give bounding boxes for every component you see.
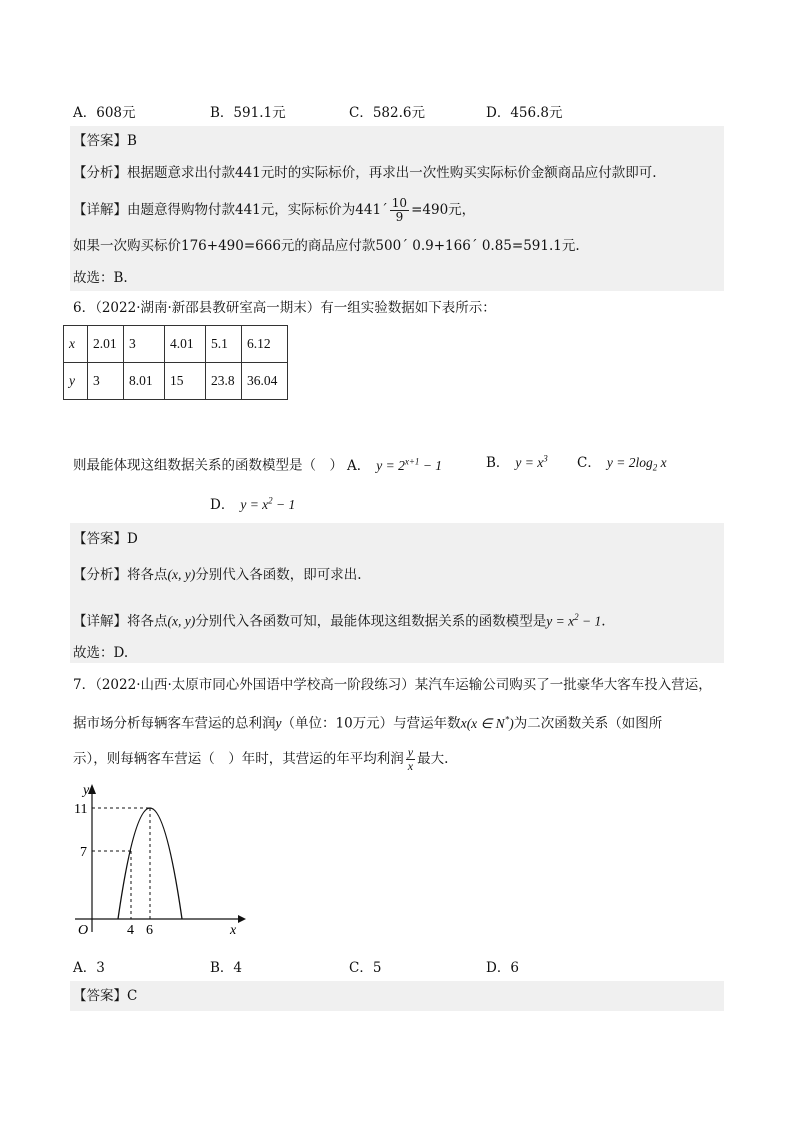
q6-data-table (63, 325, 288, 400)
table-cell: 2.01 (88, 326, 124, 363)
domain-superscript: * (504, 714, 510, 724)
formula-exponent: 3 (543, 453, 548, 464)
table-cell: 3 (88, 363, 124, 400)
detail-text-end: . (601, 613, 606, 630)
q7-option-c: C．5 (349, 960, 382, 976)
formula-exponent: 2 (574, 612, 579, 622)
q7-option-a: A．3 (73, 960, 105, 976)
x-axis-label: x (230, 923, 237, 938)
origin-label: O (78, 923, 89, 938)
fraction-numerator: 10 (391, 196, 408, 210)
formula-tail: − 1 (578, 613, 602, 629)
option-label: C． (577, 455, 601, 471)
analysis-label: 【分析】 (73, 567, 127, 583)
detail-text: 将各点 (127, 613, 168, 630)
table-cell: 4.01 (165, 326, 206, 363)
table-cell: y (64, 363, 88, 400)
detail-text: 由题意得购物付款441元，实际标价为441´ (127, 202, 388, 218)
q6-conclusion: 故选：D. (73, 645, 129, 661)
formula-exponent: x+1 (404, 456, 420, 466)
formula-base: y = x (240, 497, 269, 512)
q7-stem-line1: 7．（2022·山西·太原市同心外国语中学校高一阶段练习）某汽车运输公司购买了一批豪华大客车投入营运， (73, 677, 712, 693)
point-notation: (x, y) (167, 567, 196, 582)
domain-notation (467, 716, 514, 731)
q6-option-a (376, 458, 442, 473)
q6-solution-block (70, 523, 724, 663)
tick-label-11: 11 (74, 802, 88, 817)
detail-label: 【详解】 (73, 613, 127, 630)
detail-text-mid: 分别代入各函数可知，最能体现这组数据关系的函数模型是 (195, 613, 547, 630)
fraction-numerator: y (407, 745, 414, 759)
table-row (64, 326, 288, 363)
table-cell: 8.01 (124, 363, 165, 400)
q5-detail (73, 196, 475, 224)
fraction (390, 197, 409, 224)
stem-text-end: 为二次函数关系（如图所 (513, 715, 663, 732)
domain-close: ) (509, 715, 514, 731)
table-cell: 3 (124, 326, 165, 363)
analysis-text: 将各点 (127, 567, 168, 583)
q6-answer (73, 529, 138, 549)
q5-analysis (73, 163, 657, 183)
stem-text-end: 最大. (417, 751, 449, 767)
q5-detail-line2: 如果一次购买标价176+490=666元的商品应付款500´ 0.9+166´ 0.85=591.1元. (73, 238, 580, 254)
q7-option-b: B．4 (210, 960, 243, 976)
formula-subscript: 2 (652, 462, 658, 473)
stem-text: 据市场分析每辆客车营运的总利润 (73, 715, 276, 732)
fraction (406, 746, 415, 773)
table-cell: 5.1 (206, 326, 242, 363)
analysis-label: 【分析】 (73, 165, 127, 181)
q7-stem-line3 (73, 744, 448, 774)
q5-option-d: D．456.8元 (486, 105, 563, 121)
q5-option-b: B．591.1元 (210, 105, 286, 121)
answer-label: 【答案】 (73, 531, 127, 547)
formula-base: y = 2log (606, 455, 653, 470)
q6-stem: 6．（2022·湖南·新邵县教研室高一期末）有一组实验数据如下表所示： (73, 300, 496, 316)
x-axis-arrow (238, 915, 246, 923)
fraction-denominator: 9 (395, 210, 404, 224)
q5-answer (73, 131, 137, 151)
q7-answer (73, 986, 137, 1006)
q6-option-b (486, 451, 548, 471)
table-row (64, 363, 288, 400)
tick-label-6: 6 (146, 923, 153, 938)
q6-option-d (210, 493, 295, 513)
variable-x: x (460, 715, 467, 731)
q7-stem-line2 (73, 709, 662, 734)
q5-conclusion: 故选：B. (73, 270, 128, 286)
table-cell: 15 (165, 363, 206, 400)
q6-question (73, 451, 442, 476)
formula-tail: x (657, 455, 667, 470)
analysis-text-end: 分别代入各函数，即可求出. (195, 567, 362, 583)
table-cell: 23.8 (206, 363, 242, 400)
q6-option-c (577, 451, 667, 473)
answer-value: D (127, 531, 138, 547)
q5-option-c: C．582.6元 (349, 105, 425, 121)
q5-option-a: A．608元 (73, 105, 136, 121)
detail-text-end: =490元， (411, 202, 476, 218)
option-label: B． (486, 455, 510, 471)
q6-detail (73, 607, 606, 632)
table-cell: x (64, 326, 88, 363)
fraction-denominator: x (407, 759, 414, 773)
domain-set: (x ∈ N (466, 715, 505, 731)
point-notation: (x, y) (167, 613, 196, 629)
stem-text: 示），则每辆客车营运（ ）年时，其营运的年平均利润 (73, 751, 404, 767)
q6-analysis (73, 565, 362, 585)
formula-base: y = x (515, 455, 544, 470)
q7-parabola-graph (70, 780, 250, 940)
y-axis-label: y (83, 783, 90, 798)
answer-value: B (127, 133, 137, 149)
q6-option-a-label: A． (347, 457, 371, 474)
tick-label-4: 4 (127, 923, 134, 938)
detail-label: 【详解】 (73, 202, 127, 218)
tick-label-7: 7 (80, 845, 87, 860)
formula-tail: − 1 (272, 497, 296, 512)
variable-y: y (275, 715, 282, 731)
formula-tail: − 1 (419, 457, 443, 473)
table-cell: 36.04 (242, 363, 288, 400)
table-cell: 6.12 (242, 326, 288, 363)
answer-label: 【答案】 (73, 133, 127, 149)
option-label: D． (210, 497, 235, 513)
stem-text-mid: （单位：10万元）与营运年数 (281, 715, 461, 732)
question-text: 则最能体现这组数据关系的函数模型是（ ） (73, 457, 343, 474)
formula-base: y = 2 (376, 457, 405, 473)
q7-solution-block (70, 981, 724, 1011)
answer-value: C (127, 988, 138, 1004)
formula-exponent: 2 (268, 495, 273, 506)
analysis-text: 根据题意求出付款441元时的实际标价，再求出一次性购买实际标价金额商品应付款即可. (127, 165, 657, 181)
answer-label: 【答案】 (73, 988, 127, 1004)
q7-option-d: D．6 (486, 960, 519, 976)
formula-base: y = x (546, 613, 575, 629)
